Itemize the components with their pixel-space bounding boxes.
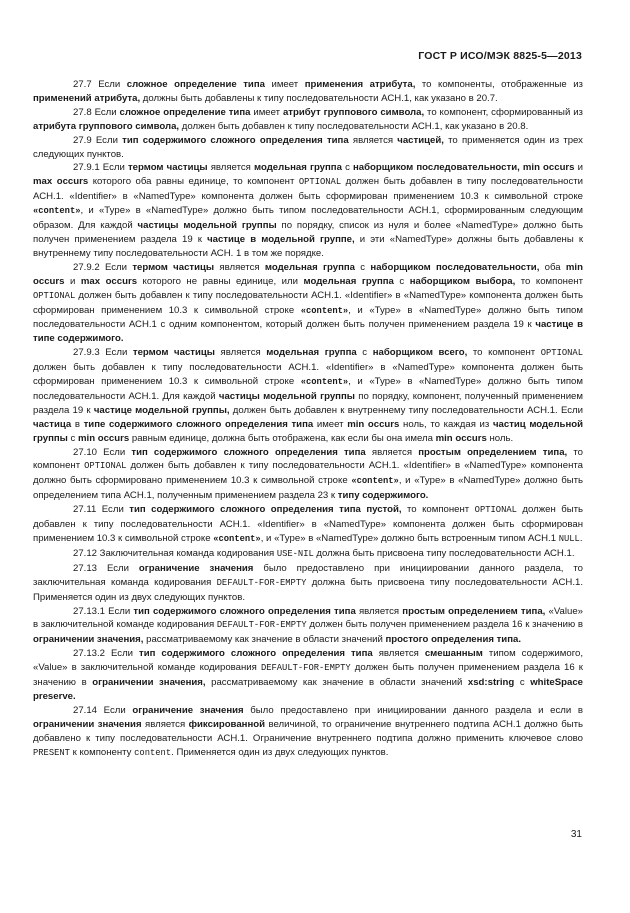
text-run: . xyxy=(579,533,583,544)
text-run: , и «Type» в «NamedType» должно быть определением типа АСН.1, полученным применением раздела 23 к xyxy=(33,475,583,502)
code-keyword: PRESENT xyxy=(33,747,70,758)
text-run: «Value» в заключительной команде кодирования xyxy=(33,605,583,631)
text-run: 27.8 Если xyxy=(73,106,120,118)
code-string: «content» xyxy=(33,206,81,217)
text-run: должен быть добавлен к типу последовательности АСН.1. «Identifier» в «NamedType» компонента должен быть сформирован применением 10.3 к символьной строке xyxy=(33,289,583,316)
bold-term: простым определением типа, xyxy=(418,446,568,458)
paragraph-27-9-3 xyxy=(33,346,583,445)
text-run: типом содержимого, «Value» в заключительной команде кодирования xyxy=(33,648,583,674)
bold-term: применений атрибута, xyxy=(33,92,141,104)
bold-term: наборщиком последовательности, min occurs xyxy=(352,162,575,174)
text-run: то компонент xyxy=(401,504,475,516)
bold-term: min occurs xyxy=(347,418,400,430)
text-run: было предоставлено при инициировании данного раздела и если в xyxy=(243,704,584,716)
code-keyword: DEFAULT-FOR-EMPTY xyxy=(216,577,307,588)
code-keyword: DEFAULT-FOR-EMPTY xyxy=(216,620,307,631)
text-run: оба xyxy=(539,261,566,273)
text-run: 27.14 Если xyxy=(73,704,133,716)
bold-term: частиц модельной группы xyxy=(33,418,584,444)
paragraph-27-7 xyxy=(33,78,583,106)
text-run: с xyxy=(355,261,371,273)
bold-term: типу содержимого. xyxy=(337,490,429,502)
text-run: рассматриваемому как значение в области значений xyxy=(143,634,386,646)
bold-term: частицы модельной группы xyxy=(137,220,277,232)
text-run: то компонент xyxy=(467,347,541,359)
text-run: с xyxy=(514,677,531,689)
paragraph-27-12 xyxy=(33,547,583,562)
text-run: то компонент xyxy=(33,446,583,472)
text-run: по порядку, список из нуля и более «NamedType» должно быть получен применением раздела 19 к xyxy=(33,220,583,245)
bold-term: max occurs xyxy=(80,275,138,287)
text-run: с xyxy=(393,275,410,287)
text-run: 27.11 Если xyxy=(73,504,130,516)
text-run: 27.9 Если xyxy=(73,134,123,146)
code-keyword: OPTIONAL xyxy=(84,461,127,472)
text-run: ноль. xyxy=(486,432,514,444)
bold-term: ограничении значения xyxy=(33,718,142,730)
code-keyword: content xyxy=(134,747,172,758)
text-run: имеет xyxy=(313,418,348,430)
text-run: является xyxy=(355,605,403,617)
text-run: должен быть добавлен к типу последовательности АСН.1, как указано в 20.8. xyxy=(179,120,529,132)
text-run: было предоставлено при инициировании данного раздела, то заключительная команда кодирования xyxy=(33,562,583,588)
page-number: 31 xyxy=(570,829,582,840)
text-run: должен быть получен применением раздела 16 к значению в xyxy=(306,619,583,631)
text-run: равным единице, должна быть отображена, как если бы она имела xyxy=(129,432,436,444)
bold-term: термом частицы xyxy=(127,162,208,174)
bold-term: частице модельной группы, xyxy=(93,404,230,416)
bold-term: whiteSpace preserve. xyxy=(33,677,583,702)
bold-term: тип содержимого сложного определения типа xyxy=(122,134,349,146)
bold-term: ограничение значения xyxy=(138,562,254,574)
paragraph-27-13-2 xyxy=(33,647,583,704)
bold-term: частица xyxy=(33,418,72,430)
text-run: . Применяется один из двух следующих пунктов. xyxy=(171,746,389,758)
bold-term: термом частицы xyxy=(132,261,215,273)
bold-term: модельная группа xyxy=(253,162,342,174)
text-run: и xyxy=(64,275,81,287)
code-keyword: DEFAULT-FOR-EMPTY xyxy=(260,663,351,674)
bold-term: простого определения типа. xyxy=(385,634,521,646)
paragraph-27-13-1 xyxy=(33,605,583,648)
code-keyword: OPTIONAL xyxy=(474,505,517,516)
text-run: то компонент, сформированный из xyxy=(424,106,583,118)
paragraph-27-9-2 xyxy=(33,261,583,346)
text-run: должен быть добавлен к внутреннему типу последовательности АСН.1. Если xyxy=(229,404,583,416)
text-run: является xyxy=(214,347,267,359)
text-run: должен быть добавлен к типу последовательности АСН.1. «Identifier» в «NamedType» компонента должен быть сформирован применением 10.3 к символьной строке xyxy=(33,362,583,388)
bold-term: частице в модельной группе, xyxy=(207,233,355,245)
bold-term: частицей, xyxy=(397,134,444,146)
paragraph-27-14 xyxy=(33,704,583,761)
text-run: должна быть присвоена типу последовательности АСН.1. Применяется один из двух следующих пунктов. xyxy=(33,576,583,603)
bold-term: атрибута группового символа, xyxy=(33,120,180,132)
bold-term: модельная группа xyxy=(266,347,357,359)
text-run: , и «Type» в «NamedType» должно быть типом последовательности АСН.1. Для каждой xyxy=(33,376,583,402)
text-run: должен быть добавлен к типу последовательности АСН.1. «Identifier» в «NamedType» компонента должен быть сформирован применением 10.3 к символьной строке xyxy=(33,504,583,544)
text-run: по порядку, компонент, полученный применением раздела 19 к xyxy=(33,390,583,416)
bold-term: наборщиком всего, xyxy=(372,347,468,359)
paragraph-27-13 xyxy=(33,562,583,605)
code-string: «content» xyxy=(300,305,349,316)
bold-term: тип содержимого сложного определения типа xyxy=(139,648,373,660)
text-run: с xyxy=(67,432,78,444)
bold-term: min occurs xyxy=(33,261,583,287)
bold-term: ограничении значения, xyxy=(92,677,206,689)
text-run: к компоненту xyxy=(69,746,135,758)
bold-term: тип содержимого сложного определения типа xyxy=(133,605,356,617)
bold-term: ограничение значения xyxy=(132,704,244,716)
bold-term: min occurs xyxy=(435,432,487,444)
text-run: должен быть получен применением раздела 16 к значению в xyxy=(33,662,583,689)
text-run: ноль, то каждая из xyxy=(399,418,493,430)
bold-term: тип содержимого сложного определения типа xyxy=(131,446,366,458)
bold-term: фиксированной xyxy=(188,718,266,730)
code-string: «content» xyxy=(300,377,349,388)
bold-term: модельная группа xyxy=(264,261,356,273)
text-run: 27.13.2 Если xyxy=(73,648,140,660)
bold-term: применения атрибута, xyxy=(304,79,416,90)
paragraph-27-9 xyxy=(33,134,583,162)
paragraph-27-10 xyxy=(33,446,583,504)
text-run: является xyxy=(372,648,425,660)
text-run: является xyxy=(365,446,419,458)
text-run: и эти «NamedType» должны быть добавлены к внутреннему типу последовательности АСН. 1 в том же порядке. xyxy=(33,233,584,259)
code-keyword: NULL xyxy=(558,534,580,544)
bold-term: min occurs xyxy=(78,432,130,444)
text-run: 27.9.1 Если xyxy=(73,162,128,174)
bold-term: сложное определение типа xyxy=(119,106,251,118)
bold-term: max occurs xyxy=(33,176,89,188)
text-run: , и «Type» в «NamedType» должно быть типом последовательности АСН.1, сформированным следующим образом. Для каждой xyxy=(33,205,583,232)
text-run: является xyxy=(214,261,265,273)
text-run: с xyxy=(341,162,353,174)
bold-term: тип содержимого сложного определения типа пустой, xyxy=(129,504,402,516)
text-run: должен быть добавлен к типу последовательности АСН.1. «Identifier» в «NamedType» компонента должно быть сформировано применением 10.3 к символьной строке xyxy=(33,460,583,487)
code-keyword: OPTIONAL xyxy=(540,348,583,359)
text-run: 27.13.1 Если xyxy=(73,605,134,617)
text-run: имеет xyxy=(264,79,305,90)
paragraph-27-9-1 xyxy=(33,161,583,260)
text-run: должен быть добавлен в типу последовательности АСН.1. «Identifier» в «NamedType» компонента должен быть сформирован применением 10.3 к символьной строке xyxy=(33,176,584,203)
text-run: является xyxy=(348,134,398,146)
text-run: которого не равны единице, или xyxy=(137,275,304,287)
paragraph-27-11 xyxy=(33,503,583,547)
bold-term: наборщиком выбора, xyxy=(409,275,516,287)
text-run: то компонент xyxy=(515,275,583,287)
code-string: «content» xyxy=(213,534,261,544)
text-run: величиной, то ограничение внутреннего подтипа АСН.1 должно быть добавлено к типу последовательности АСН.1. Ограничение внутреннего подтипа должно применить ключевое слово xyxy=(33,718,583,744)
text-run: с xyxy=(356,347,373,359)
text-run: 27.9.3 Если xyxy=(73,347,133,359)
text-run: рассматриваемому как значение в области значений xyxy=(205,677,468,689)
code-string: «content» xyxy=(351,476,399,487)
text-run: имеет xyxy=(250,106,283,118)
document-body xyxy=(33,78,583,761)
bold-term: наборщиком последовательности, xyxy=(370,261,540,273)
text-run: которого оба равны единице, то компонент xyxy=(88,176,299,188)
bold-term: атрибут группового символа, xyxy=(282,106,425,118)
text-run: , и «Type» в «NamedType» должно быть типом последовательности АСН.1 с одним компонентом, который должен быть получен применением раздела 19 к xyxy=(33,304,583,331)
text-run: является xyxy=(207,162,254,174)
text-run: 27.7 Если xyxy=(73,79,127,90)
text-run: 27.12 Заключительная команда кодирования xyxy=(73,547,277,559)
text-run: должны быть добавлены к типу последовательности АСН.1, как указано в 20.7. xyxy=(140,92,498,104)
bold-term: модельная группа xyxy=(303,275,394,287)
bold-term: частицы модельной группы xyxy=(218,390,355,402)
code-keyword: USE-NIL xyxy=(276,548,314,559)
bold-term: частице в типе содержимого. xyxy=(33,319,583,345)
paragraph-27-8 xyxy=(33,106,583,134)
bold-term: xsd:string xyxy=(467,677,515,689)
bold-term: смешанным xyxy=(424,648,483,660)
bold-term: ограничении значения, xyxy=(33,634,144,646)
code-keyword: OPTIONAL xyxy=(298,177,342,188)
bold-term: типе содержимого сложного определения типа xyxy=(83,418,314,430)
code-keyword: OPTIONAL xyxy=(33,290,76,301)
text-run: в xyxy=(71,418,84,430)
text-run: должна быть присвоена типу последовательности АСН.1. xyxy=(313,547,575,559)
text-run: то применяется один из трех следующих пунктов. xyxy=(33,134,583,160)
text-run: 27.9.2 Если xyxy=(73,261,133,273)
text-run: 27.10 Если xyxy=(73,446,132,458)
text-run: является xyxy=(141,718,189,730)
text-run: то компоненты, отображенные из xyxy=(415,79,583,90)
page-header-title: ГОСТ Р ИСО/МЭК 8825-5—2013 xyxy=(418,50,582,62)
bold-term: сложное определение типа xyxy=(126,79,265,90)
text-run: и xyxy=(574,162,583,174)
text-run: 27.13 Если xyxy=(73,562,139,574)
text-run: , и «Type» в «NamedType» должно быть встроенным типом АСН.1 xyxy=(260,533,559,544)
bold-term: термом частицы xyxy=(132,347,215,359)
bold-term: простым определением типа, xyxy=(402,605,546,617)
